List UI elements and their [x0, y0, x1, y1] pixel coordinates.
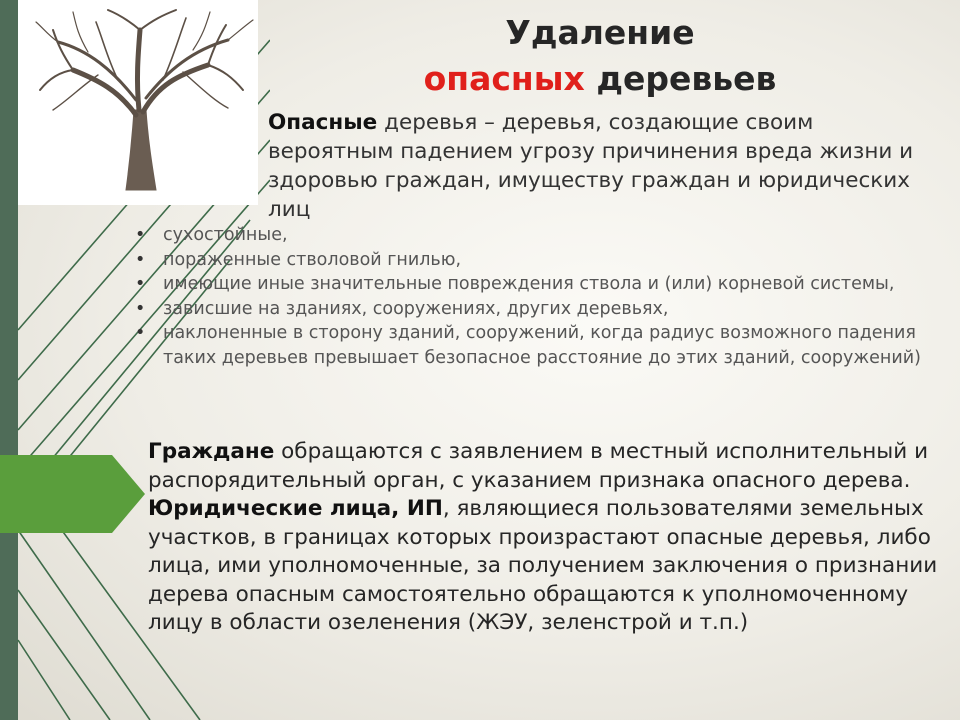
legal-paragraph — [148, 495, 953, 638]
legal-bold: Юридические лица, ИП — [148, 496, 443, 521]
legal-body: , являющиеся пользователями земельных участков, в границах которых произрастают опасные деревья, либо лица, ими уполномоченные, за получением заключения о признании дерева опасным самостоятельно обращаются к уполномоченному лицу в области озеленения (ЖЭУ, зеленстрой и т.п.) — [148, 496, 938, 635]
green-arrow-shape — [0, 455, 145, 533]
title-line-2 — [380, 56, 820, 102]
tree-image — [18, 0, 258, 205]
title-highlight: опасных — [423, 59, 585, 98]
title-rest: деревьев — [596, 59, 777, 98]
list-item: • наклоненные в сторону зданий, сооружений, когда радиус возможного падения таких деревьев превышает безопасное расстояние до этих зданий, сооружений) — [135, 321, 935, 370]
citizens-body: обращаются с заявлением в местный исполнительный и распорядительный орган, с указанием признака опасного дерева. — [148, 439, 929, 493]
list-item: • имеющие иные значительные повреждения ствола и (или) корневой системы, — [135, 272, 935, 297]
list-item: • зависшие на зданиях, сооружениях, других деревьях, — [135, 297, 935, 322]
definition-bold: Опасные — [268, 110, 378, 135]
list-item: • сухостойные, — [135, 223, 935, 248]
citizens-bold: Граждане — [148, 439, 275, 464]
citizens-paragraph — [148, 438, 953, 495]
title-line-1: Удаление — [505, 13, 695, 52]
list-item: • пораженные стволовой гнилью, — [135, 248, 935, 273]
page-title — [380, 10, 820, 102]
criteria-list — [135, 223, 935, 370]
procedure-text — [148, 438, 953, 638]
definition-text — [268, 108, 938, 224]
definition-body: деревья – деревья, создающие своим вероятным падением угрозу причинения вреда жизни и здоровью граждан, имуществу граждан и юридических лиц — [268, 110, 914, 222]
